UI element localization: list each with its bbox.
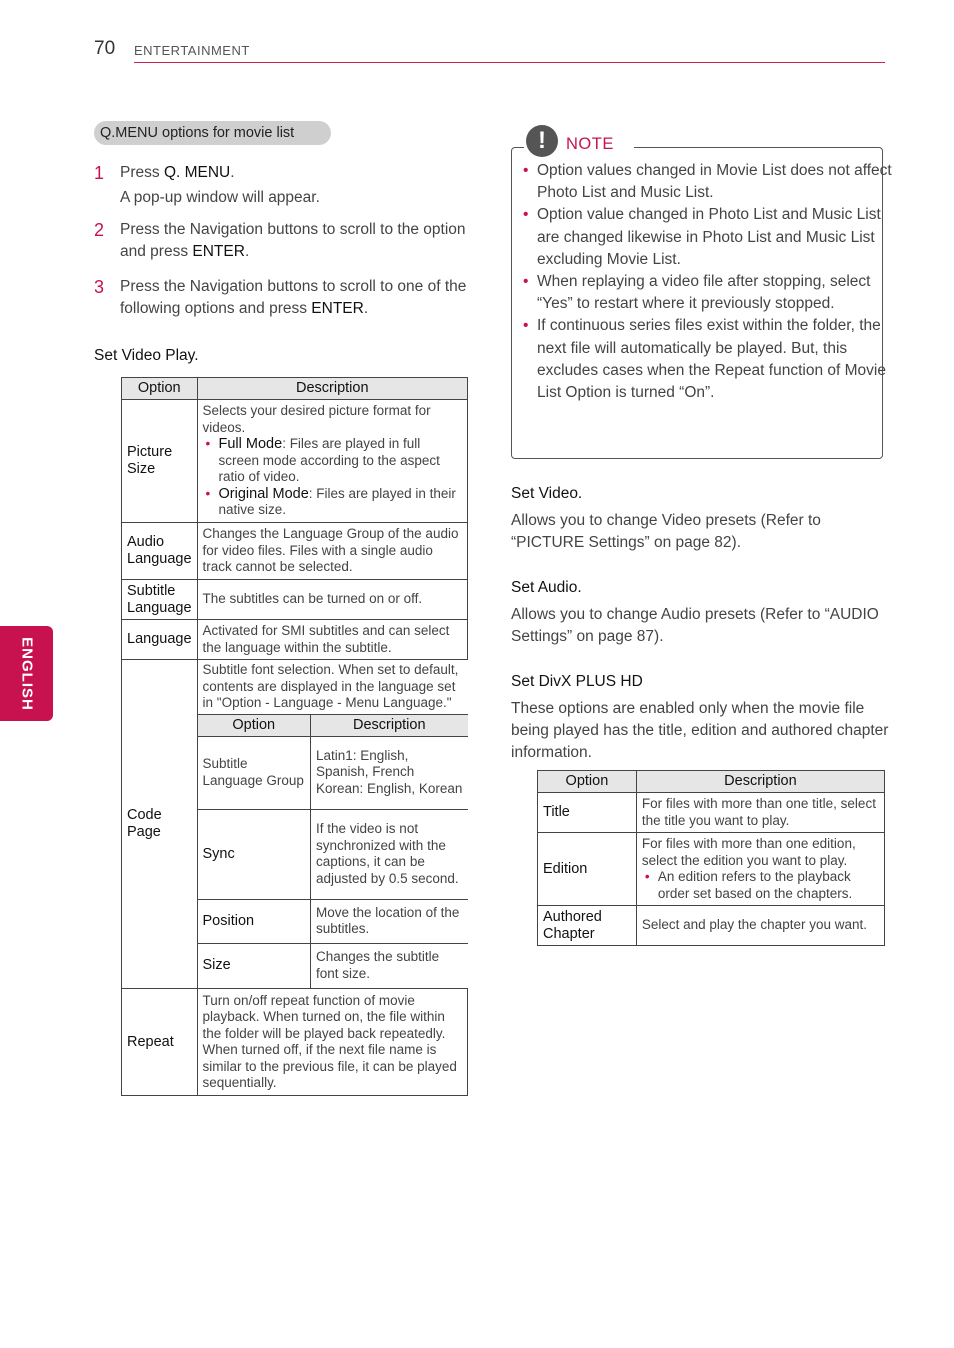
- language-side-tab: [0, 626, 53, 721]
- set-audio-heading: Set Audio.: [511, 579, 582, 596]
- column-header: Description: [197, 378, 467, 400]
- note-list: [522, 160, 892, 404]
- header-rule: [134, 62, 885, 63]
- set-audio-text: Allows you to change Audio presets (Refer to “AUDIO Settings” on page 87).: [511, 606, 879, 645]
- set-divx-heading: Set DivX PLUS HD: [511, 673, 643, 690]
- table-row: [538, 833, 885, 906]
- step-2: 2 Press the Navigation buttons to scroll to the option and press ENTER.: [94, 220, 466, 260]
- side-tab-label: ENGLISH: [18, 636, 35, 711]
- bullet-list: [203, 436, 462, 519]
- table-row: [122, 523, 468, 580]
- bullet-list: [642, 869, 879, 902]
- code-page-subtable: [198, 715, 468, 989]
- list-item: • When replaying a video file after stopping, select “Yes” to restart where it previously stopped.: [537, 271, 892, 315]
- option-cell: Subtitle Language: [122, 580, 198, 620]
- option-cell: Code Page: [122, 660, 198, 989]
- step-number: 2: [94, 220, 105, 240]
- step-number: 3: [94, 277, 105, 297]
- option-cell: Sync: [198, 809, 311, 899]
- description-cell: Selects your desired picture format for videos. • Full Mode: Files are played in full screen mode according to the aspect ratio of video. • Original Mode: Files are played in their native size.: [197, 400, 467, 523]
- option-cell: Position: [198, 899, 311, 943]
- set-video-text: Allows you to change Video presets (Refer to “PICTURE Settings” on page 82).: [511, 512, 821, 551]
- list-item: • Option value changed in Photo List and Music List are changed likewise in Photo List and Music List excluding Movie List.: [537, 204, 892, 271]
- option-cell: Audio Language: [122, 523, 198, 580]
- page-number: 70: [94, 38, 116, 59]
- list-item: • Option values changed in Movie List does not affect Photo List and Music List.: [537, 160, 892, 204]
- description-cell: Activated for SMI subtitles and can select the language within the subtitle.: [197, 620, 467, 660]
- description-cell: Move the location of the subtitles.: [311, 899, 468, 943]
- table-row: [538, 793, 885, 833]
- option-cell: Authored Chapter: [538, 906, 637, 946]
- option-cell: Language: [122, 620, 198, 660]
- description-cell: Changes the subtitle font size.: [311, 943, 468, 988]
- option-cell: Edition: [538, 833, 637, 906]
- table-header-row: [538, 771, 885, 793]
- list-item: • Original Mode: Files are played in their native size.: [219, 486, 462, 519]
- table-row: [122, 620, 468, 660]
- table-row: [198, 809, 468, 899]
- section-pill-title: Q.MENU options for movie list: [94, 121, 331, 145]
- option-cell: Picture Size: [122, 400, 198, 523]
- table-header-row: [198, 715, 468, 737]
- option-cell: Size: [198, 943, 311, 988]
- note-title: NOTE: [566, 135, 614, 153]
- step-3: 3 Press the Navigation buttons to scroll to one of the following options and press ENTER.: [94, 277, 467, 317]
- column-header: Description: [636, 771, 884, 793]
- table-row: [198, 736, 468, 809]
- description-cell: For files with more than one title, select the title you want to play.: [636, 793, 884, 833]
- table-row: [122, 989, 468, 1096]
- description-cell: Turn on/off repeat function of movie playback. When turned on, the file within the folder will be played back repeatedly. When turned off, if the next file name is similar to the previous file, it can be played sequentially.: [197, 989, 467, 1096]
- table-row: [122, 400, 468, 523]
- option-cell: Subtitle Language Group: [198, 736, 311, 809]
- description-cell: Subtitle font selection. When set to default, contents are displayed in the language set in "Option - Language - Menu Language." Option Description Subtitle Language Group Latin1: English, Spanish, French Korean: English, Korean Sync If the video is not synchronized with the captions, it can be adjusted by 0.5 second. Position Move the location of the subtitles. Size Changes the subtitle font size.: [197, 660, 467, 989]
- key-label: Q. MENU: [163, 164, 231, 181]
- divx-options-table: [537, 770, 885, 946]
- set-video-play-heading: Set Video Play.: [94, 347, 199, 364]
- list-item: • An edition refers to the playback order set based on the chapters.: [658, 869, 879, 902]
- set-video-heading: Set Video.: [511, 485, 583, 502]
- column-header: Option: [122, 378, 198, 400]
- column-header: Option: [198, 715, 311, 737]
- description-cell: Changes the Language Group of the audio for video files. Files with a single audio track cannot be selected.: [197, 523, 467, 580]
- table-header-row: [122, 378, 468, 400]
- table-row: [538, 906, 885, 946]
- list-item: • If continuous series files exist within the folder, the next file will automatically be played. But, this excludes cases when the Repeat function of Movie List Option is turned “On”.: [537, 315, 892, 404]
- note-header: [524, 125, 634, 159]
- table-row: [122, 580, 468, 620]
- description-cell: For files with more than one edition, select the edition you want to play. • An edition refers to the playback order set based on the chapters.: [636, 833, 884, 906]
- option-cell: Title: [538, 793, 637, 833]
- option-cell: Repeat: [122, 989, 198, 1096]
- key-label: ENTER: [311, 300, 364, 317]
- table-row: [122, 660, 468, 989]
- table-row: [198, 899, 468, 943]
- section-label: ENTERTAINMENT: [134, 43, 250, 58]
- video-play-options-table: [121, 377, 468, 1096]
- list-item: • Full Mode: Files are played in full screen mode according to the aspect ratio of video.: [219, 436, 462, 486]
- column-header: Description: [311, 715, 468, 737]
- key-label: ENTER: [192, 243, 245, 260]
- description-cell: If the video is not synchronized with the captions, it can be adjusted by 0.5 second.: [311, 809, 468, 899]
- step-number: 1: [94, 163, 105, 183]
- table-row: [198, 943, 468, 988]
- set-divx-text: These options are enabled only when the movie file being played has the title, edition and authored chapter information.: [511, 700, 889, 761]
- description-cell: The subtitles can be turned on or off.: [197, 580, 467, 620]
- step-1: 1 Press Q. MENU. A pop-up window will appear.: [94, 163, 320, 206]
- column-header: Option: [538, 771, 637, 793]
- exclamation-icon: !: [526, 125, 558, 157]
- description-cell: Select and play the chapter you want.: [636, 906, 884, 946]
- description-cell: Latin1: English, Spanish, French Korean: English, Korean: [311, 736, 468, 809]
